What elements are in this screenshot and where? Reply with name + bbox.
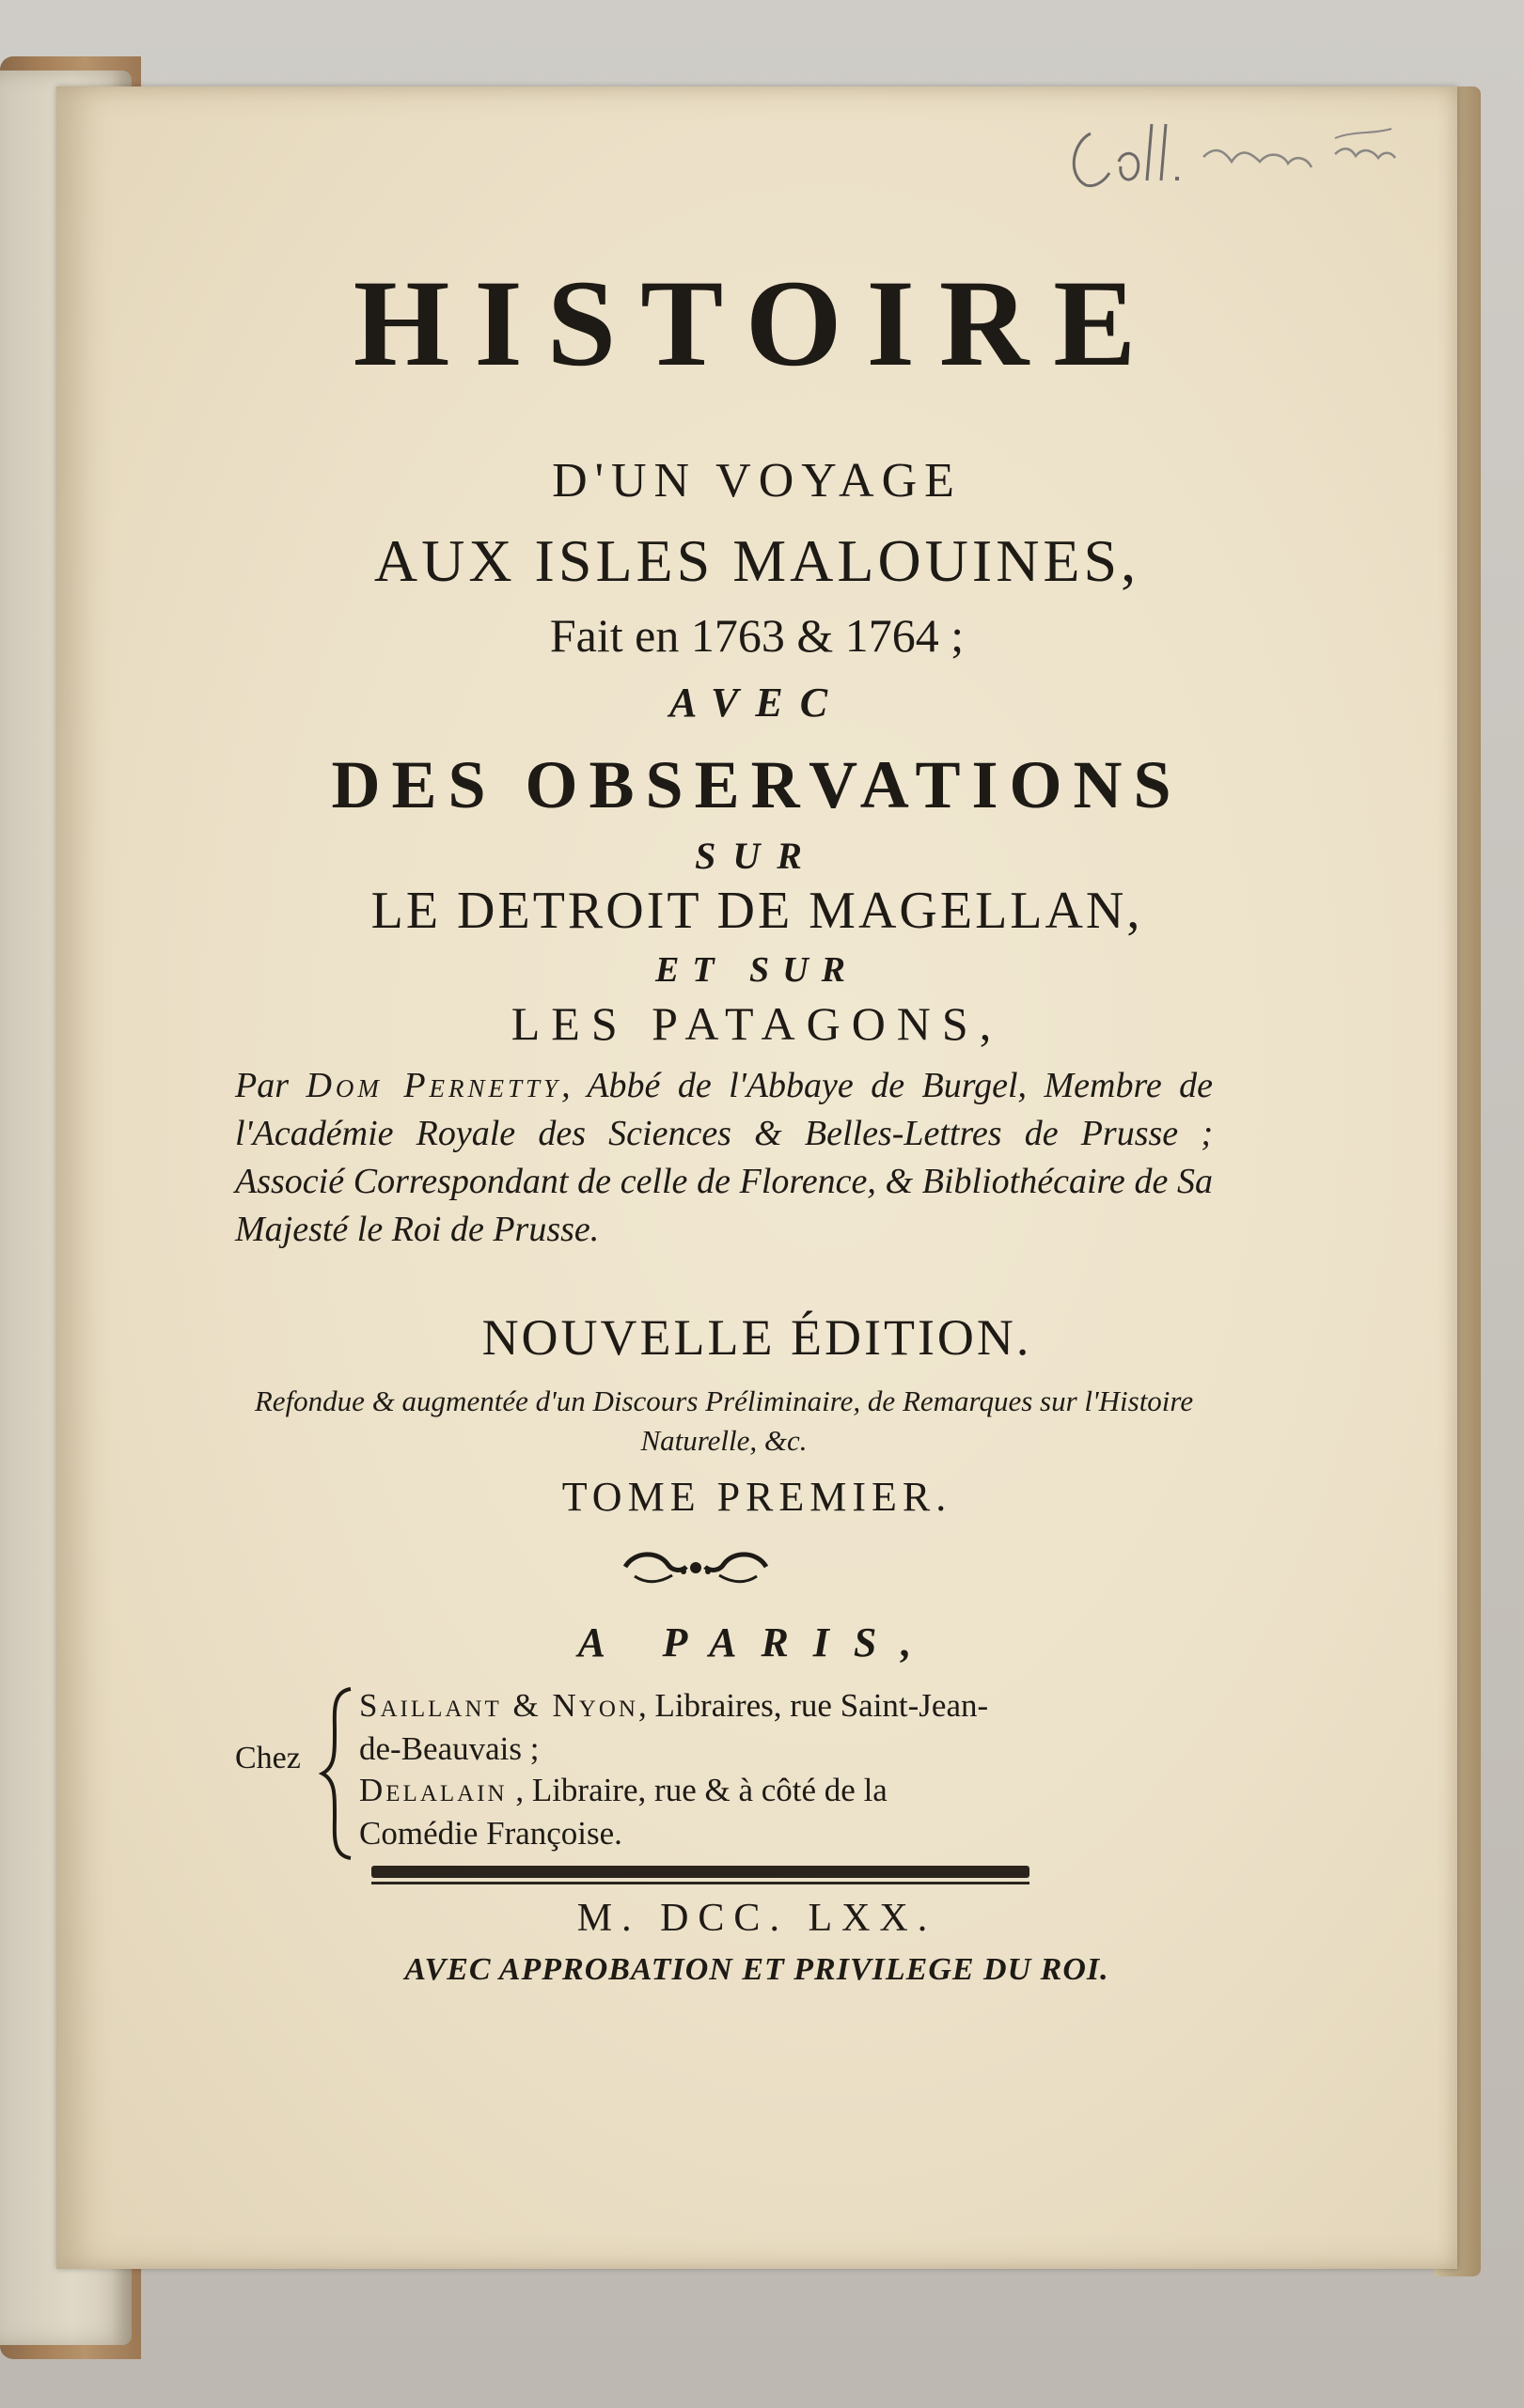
- avec-line: AVEC: [668, 680, 845, 726]
- publisher-1: [359, 1684, 1224, 1728]
- publisher-1-name: Saillant & Nyon: [359, 1687, 638, 1724]
- edition-line: NOUVELLE ÉDITION.: [481, 1309, 1032, 1366]
- author-credit: [235, 1062, 1213, 1254]
- fleuron-ornament-icon: [616, 1543, 776, 1590]
- volume-line: TOME PREMIER.: [561, 1474, 952, 1520]
- publication-date: M. DCC. LXX.: [576, 1897, 937, 1940]
- approbation-line: AVEC APPROBATION ET PRIVILEGE DU ROI.: [404, 1952, 1109, 1987]
- left-brace-icon: [318, 1684, 355, 1863]
- et-sur-line: ET SUR: [655, 950, 858, 990]
- book-title: HISTOIRE: [353, 254, 1161, 392]
- publisher-1-address-cont: de-Beauvais ;: [359, 1730, 540, 1767]
- manuscript-annotation: [1053, 105, 1448, 199]
- subtitle-line-2: AUX ISLES MALOUINES,: [373, 527, 1140, 594]
- title-page: [56, 86, 1457, 2269]
- author-details: , Abbé de l'Abbaye de Burgel, Membre de l'Académie Royale des Sciences & Belles-Lettres de Prusse ; Associé Correspondant de celle de Florence, & Bibliothécaire de Sa Majesté le Roi de Prusse.: [235, 1066, 1214, 1249]
- author-name: Dom Pernetty: [306, 1066, 562, 1105]
- subtitle-line-1: D'UN VOYAGE: [552, 454, 962, 508]
- edition-note: Refondue & augmentée d'un Discours Préliminaire, de Remarques sur l'Histoire Naturelle, &c.: [254, 1384, 1194, 1457]
- observations-line: DES OBSERVATIONS: [331, 747, 1183, 822]
- detroit-line: LE DETROIT DE MAGELLAN,: [370, 882, 1143, 940]
- publisher-2: [359, 1769, 1224, 1812]
- imprint-place: A PARIS,: [577, 1619, 936, 1665]
- publisher-2-address: , Libraire, rue & à côté de la: [507, 1772, 888, 1808]
- ornamental-rule: [371, 1866, 1029, 1878]
- author-par: Par: [235, 1066, 289, 1105]
- chez-label: Chez: [235, 1741, 301, 1775]
- publisher-1-address: , Libraires, rue Saint-Jean-: [637, 1687, 989, 1724]
- publisher-2-address-cont: Comédie Françoise.: [359, 1815, 622, 1852]
- sur-line: SUR: [695, 835, 819, 877]
- ornamental-rule-thin: [371, 1882, 1029, 1884]
- subtitle-line-3: Fait en 1763 & 1764 ;: [549, 609, 965, 662]
- patagons-line: LES PATAGONS,: [511, 997, 1003, 1050]
- publisher-2-name: Delalain: [359, 1772, 508, 1808]
